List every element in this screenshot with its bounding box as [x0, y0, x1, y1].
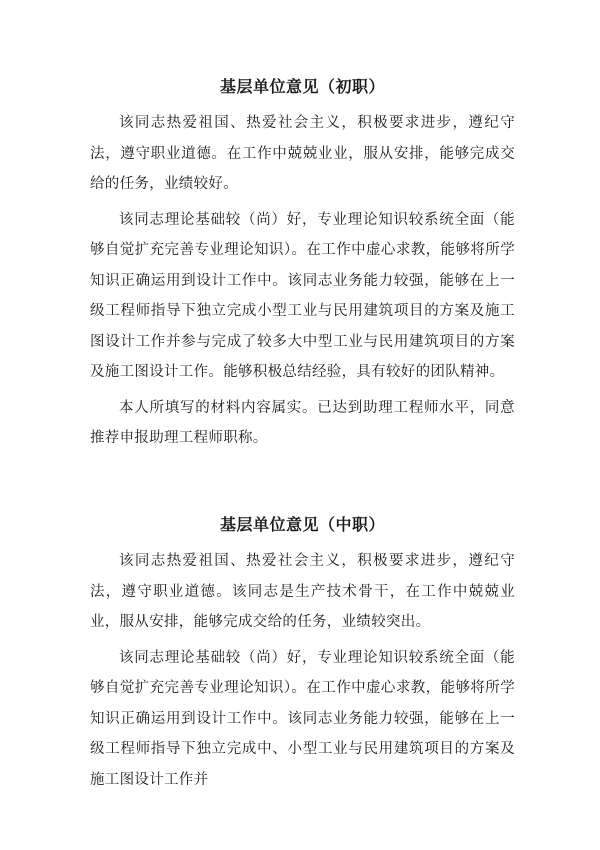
opinion-section-intermediate: [90, 512, 515, 795]
paragraph: 本人所填写的材料内容属实。已达到助理工程师水平，同意推荐申报助理工程师职称。: [90, 399, 515, 446]
paragraph: 该同志理论基础较（尚）好，专业理论知识较系统全面（能够自觉扩充完善专业理论知识）。在工作中虚心求教，能够将所学知识正确运用到设计工作中。该同志业务能力较强，能够在上一级工程师指导下独立完成中、小型工业与民用建筑项目的方案及施工图设计工作并: [90, 649, 515, 788]
paragraph: 该同志热爱祖国、热爱社会主义，积极要求进步，遵纪守法，遵守职业道德。在工作中兢兢业业，服从安排，能够完成交给的任务，业绩较好。: [90, 115, 515, 192]
paragraph: 该同志理论基础较（尚）好，专业理论知识较系统全面（能够自觉扩充完善专业理论知识）。在工作中虚心求教，能够将所学知识正确运用到设计工作中。该同志业务能力较强，能够在上一级工程师指导下独立完成小型工业与民用建筑项目的方案及施工图设计工作并参与完成了较多大中型工业与民用建筑项目的方案及施工图设计工作。能够积极总结经验，具有较好的团队精神。: [90, 211, 515, 380]
section-heading-intermediate: 基层单位意见（中职）: [219, 515, 385, 534]
section-heading-primary: 基层单位意见（初职）: [219, 77, 385, 96]
paragraph: 该同志热爱祖国、热爱社会主义，积极要求进步，遵纪守法，遵守职业道德。该同志是生产技术骨干，在工作中兢兢业业，服从安排，能够完成交给的任务，业绩较突出。: [90, 553, 515, 630]
opinion-section-primary: [90, 74, 515, 454]
